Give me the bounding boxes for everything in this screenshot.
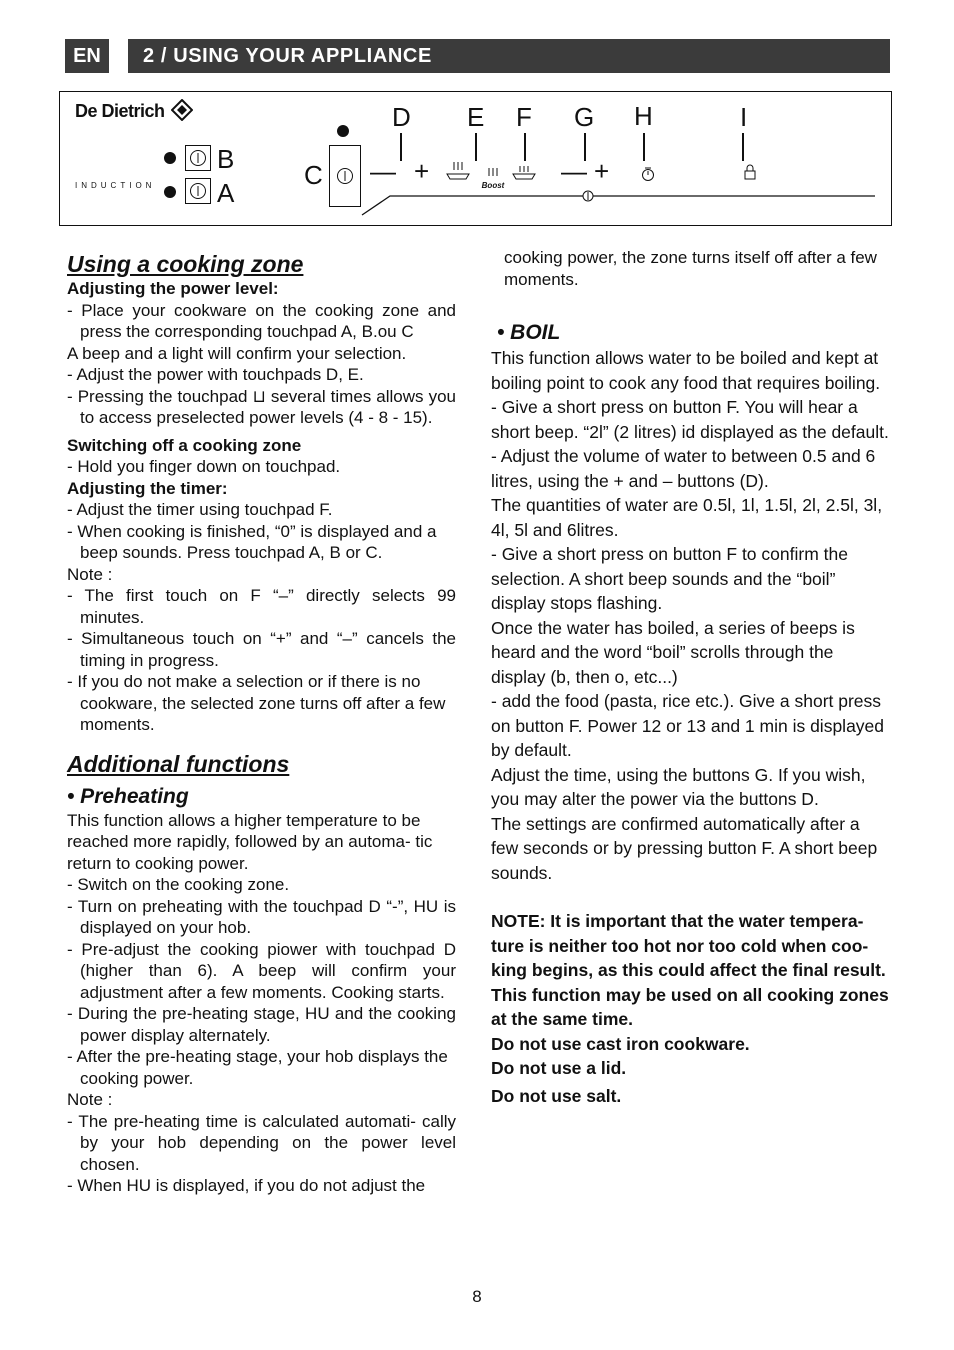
pointer-h	[643, 133, 645, 161]
paragraph: Adjust the time, using the buttons G. If you wish, you may alter the power via the buttons D.	[491, 764, 866, 809]
heading-additional-functions: Additional functions	[67, 750, 290, 777]
paragraph: The quantities of water are 0.5l, 1l, 1.5l, 2l, 2.5l, 3l, 4l, 5l and 6litres.	[491, 495, 883, 540]
note-label: Note :	[67, 564, 113, 584]
paragraph: - After the pre-heating stage, your hob displays the cooking power.	[67, 1047, 448, 1088]
paragraph: - The pre-heating time is calculated automati- cally by your hob depending on the power level chosen.	[67, 1111, 456, 1174]
language-badge	[65, 39, 109, 73]
boost-label: Boost	[481, 181, 505, 190]
paragraph: - When HU is displayed, if you do not adjust the	[67, 1176, 426, 1195]
minus-touchpad-d[interactable]: —	[370, 156, 396, 186]
paragraph: - Pre-adjust the cooking piower with touchpad D (higher than 6). A beep will confirm your adjustment after a few moments. Cooking starts.	[67, 939, 456, 1002]
induction-label: INDUCTION	[75, 181, 156, 190]
warning-note: This function may be used on all cooking zones at the same time.	[491, 984, 889, 1029]
paragraph: Once the water has boiled, a series of beeps is heard and the word “boil” scrolls through the display (b, then o, etc...)	[491, 617, 855, 687]
indicator-dot-c	[337, 125, 349, 137]
paragraph: - Turn on preheating with the touchpad D “-”, HU is displayed on your hob.	[67, 896, 456, 937]
heading-using-cooking-zone: Using a cooking zone	[67, 251, 304, 277]
power-icon	[189, 149, 207, 167]
label-f: F	[516, 102, 532, 132]
pointer-f	[524, 133, 526, 161]
pointer-e	[475, 133, 477, 161]
paragraph: - Give a short press on button F to confirm the selection. A short beep sounds and the “boil” display stops flashing.	[491, 544, 848, 613]
label-h: H	[634, 101, 653, 131]
paragraph: - Pressing the touchpad ⊔ several times allows you to access preselected power levels (4 - 8 - 15).	[67, 386, 456, 427]
touchpad-b[interactable]	[185, 145, 211, 171]
timer-icon[interactable]	[640, 166, 656, 182]
section-header	[128, 39, 890, 73]
subheading-adjusting-power: Adjusting the power level:	[67, 279, 279, 298]
panel-baseline-line	[330, 188, 880, 218]
paragraph: - Simultaneous touch on “+” and “–” cancels the timing in progress.	[67, 629, 456, 670]
paragraph: - When cooking is finished, “0” is displayed and a beep sounds. Press touchpad A, B or C.	[67, 521, 437, 562]
power-icon	[189, 182, 207, 200]
label-g: G	[574, 102, 595, 132]
pointer-i	[742, 133, 744, 161]
paragraph: - During the pre-heating stage, HU and the cooking power display alternately.	[67, 1004, 456, 1045]
language-label: EN	[73, 44, 101, 67]
paragraph: - add the food (pasta, rice etc.). Give a short press on button F. Power 12 or 13 and 1 min is displayed by default.	[491, 691, 885, 760]
label-a: A	[217, 178, 235, 208]
warning-note: Do not use a lid.	[491, 1058, 627, 1078]
paragraph: - Adjust the power with touchpads D, E.	[67, 365, 364, 384]
pan-heat-icon[interactable]	[444, 160, 472, 184]
paragraph: This function allows a higher temperature to be reached more rapidly, followed by an automa- tic return to cooking power.	[67, 810, 433, 873]
paragraph: - Hold you finger down on touchpad.	[67, 457, 341, 476]
pointer-d	[400, 133, 402, 161]
plus-touchpad-e[interactable]: +	[414, 156, 430, 186]
right-column-continuation	[504, 247, 894, 290]
power-icon	[336, 167, 354, 185]
brand-name: De Dietrich	[75, 101, 165, 121]
boost-touchpad[interactable]	[480, 163, 506, 190]
brand-diamond-icon	[171, 99, 193, 121]
label-d: D	[392, 102, 411, 132]
paragraph: - The first touch on F “–” directly selects 99 minutes.	[67, 586, 456, 627]
keep-warm-icon[interactable]	[510, 160, 538, 184]
touchpad-a[interactable]	[185, 178, 211, 204]
paragraph: This function allows water to be boiled and kept at boiling point to cook any food that requires boiling.	[491, 348, 881, 393]
boost-heat-icon	[486, 168, 500, 176]
plus-touchpad-g[interactable]: +	[594, 156, 610, 186]
section-title: 2 / USING YOUR APPLIANCE	[143, 44, 432, 67]
page-number: 8	[472, 1287, 482, 1306]
heading-boil: • BOIL	[497, 321, 561, 344]
subheading-switching-off: Switching off a cooking zone	[67, 435, 302, 455]
warning-note: Do not use salt.	[491, 1085, 622, 1106]
label-c: C	[304, 160, 323, 190]
paragraph: - Place your cookware on the cooking zone and press the corresponding touchpad A, B.ou C	[67, 300, 456, 341]
subheading-adjusting-timer: Adjusting the timer:	[67, 478, 228, 498]
paragraph: - Adjust the volume of water to between 0.5 and 6 litres, using the + and – buttons (D).	[491, 446, 876, 491]
label-b: B	[217, 144, 235, 174]
paragraph: A beep and a light will confirm your selection.	[67, 343, 407, 363]
paragraph: - Switch on the cooking zone.	[67, 875, 290, 894]
paragraph: The settings are confirmed automatically after a few seconds or by pressing button F. A short beep sounds.	[491, 813, 878, 883]
right-column	[491, 320, 891, 1108]
paragraph: cooking power, the zone turns itself off after a few moments.	[504, 248, 877, 289]
heading-preheating: • Preheating	[67, 784, 189, 808]
indicator-dot-a	[164, 186, 176, 198]
label-e: E	[467, 102, 485, 132]
brand-logo	[75, 99, 193, 122]
label-i: I	[740, 102, 748, 132]
indicator-dot-b	[164, 152, 176, 164]
note-label: Note :	[67, 1090, 113, 1109]
minus-touchpad-g[interactable]: —	[561, 156, 587, 186]
left-column	[67, 250, 456, 1197]
paragraph: - Give a short press on button F. You will hear a short beep. “2l” (2 litres) id displayed as the default.	[491, 397, 889, 442]
paragraph: - If you do not make a selection or if there is no cookware, the selected zone turns off after a few moments.	[67, 672, 446, 734]
lock-icon[interactable]	[743, 164, 757, 180]
paragraph: - Adjust the timer using touchpad F.	[67, 500, 333, 519]
warning-note: Do not use cast iron cookware.	[491, 1033, 750, 1054]
warning-note: NOTE: It is important that the water tempera- ture is neither too hot nor too cold when coo- king begins, as this could affect the final result.	[491, 911, 886, 980]
